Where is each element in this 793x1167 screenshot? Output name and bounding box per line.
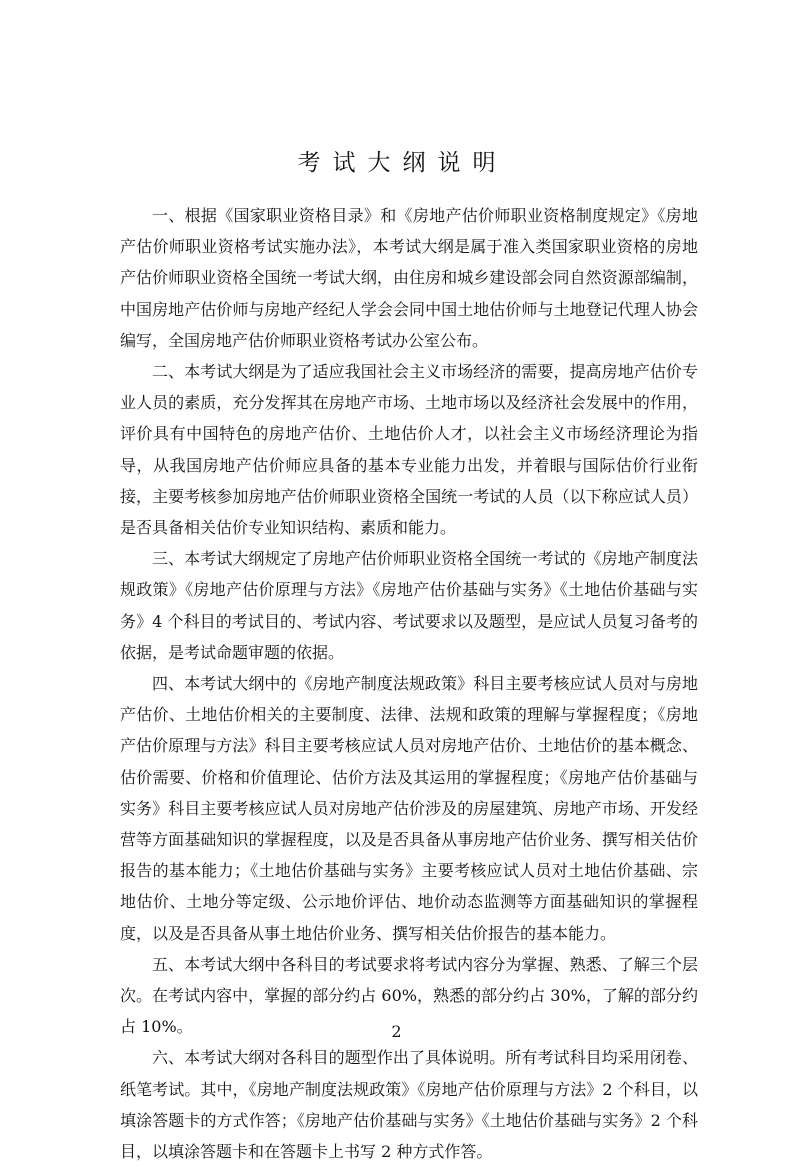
paragraph-3: 三、本考试大纲规定了房地产估价师职业资格全国统一考试的《房地产制度法规政策》《房地产估价原理与方法》《房地产估价基础与实务》《土地估价基础与实务》4 个科目的考试目的、考试内容、考试要求以及题型，是应试人员复习备考的依据，是考试命题审题的依据。 [120,549,698,662]
paragraph-2: 二、本考试大纲是为了适应我国社会主义市场经济的需要，提高房地产估价专业人员的素质，充分发挥其在房地产市场、土地市场以及经济社会发展中的作用，评价具有中国特色的房地产估价、土地估价人才，以社会主义市场经济理论为指导，从我国房地产估价师应具备的基本专业能力出发，并着眼与国际估价行业衔接，主要考核参加房地产估价师职业资格全国统一考试的人员（以下称应试人员）是否具备相关估价专业知识结构、素质和能力。 [120,362,698,538]
paragraph-6: 六、本考试大纲对各科目的题型作出了具体说明。所有考试科目均采用闭卷、纸笔考试。其中，《房地产制度法规政策》《房地产估价原理与方法》2 个科目，以填涂答题卡的方式作答；《房地产估价基础与实务》《土地估价基础与实务》2 个科目，以填涂答题卡和在答题卡上书写 2 种方式作答。 [120,1048,698,1162]
paragraph-5: 五、本考试大纲中各科目的考试要求将考试内容分为掌握、熟悉、了解三个层次。在考试内容中，掌握的部分约占 60%，熟悉的部分约占 30%，了解的部分约占 10%。 [120,954,698,1037]
paragraph-1: 一、根据《国家职业资格目录》和《房地产估价师职业资格制度规定》《房地产估价师职业资格考试实施办法》，本考试大纲是属于准入类国家职业资格的房地产估价师职业资格全国统一考试大纲，由住房和城乡建设部会同自然资源部编制，中国房地产估价师与房地产经纪人学会会同中国土地估价师与土地登记代理人协会编写，全国房地产估价师职业资格考试办公室公布。 [120,206,698,350]
page-title: 考试大纲说明 [297,150,508,176]
page-number: 2 [391,1022,402,1041]
paragraph-4: 四、本考试大纲中的《房地产制度法规政策》科目主要考核应试人员对与房地产估价、土地估价相关的主要制度、法律、法规和政策的理解与掌握程度；《房地产估价原理与方法》科目主要考核应试人员对房地产估价、土地估价的基本概念、估价需要、价格和价值理论、估价方法及其运用的掌握程度；《房地产估价基础与实务》科目主要考核应试人员对房地产估价涉及的房屋建筑、房地产市场、开发经营等方面基础知识的掌握程度，以及是否具备从事房地产估价业务、撰写相关估价报告的基本能力；《土地估价基础与实务》主要考核应试人员对土地估价基础、宗地估价、土地分等定级、公示地价评估、地价动态监测等方面基础知识的掌握程度，以及是否具备从事土地估价业务、撰写相关估价报告的基本能力。 [120,674,698,943]
